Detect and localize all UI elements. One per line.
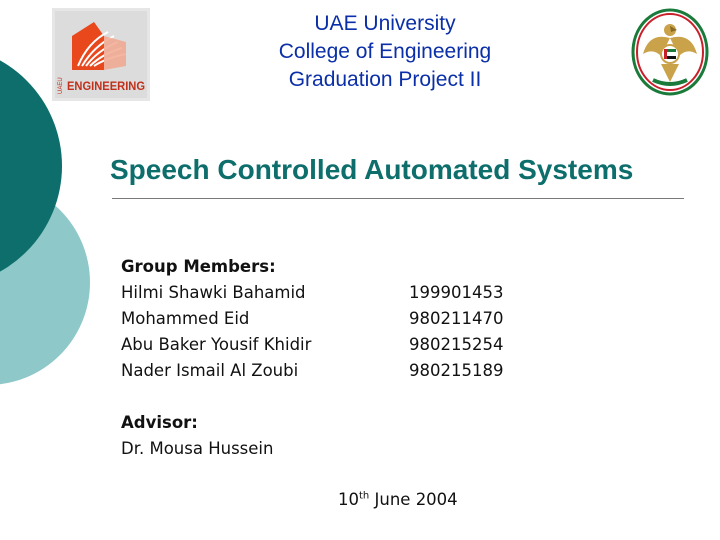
college-name: College of Engineering [278,40,492,63]
member-row [121,358,561,384]
slide-title: Speech Controlled Automated Systems [110,154,634,185]
university-name: UAE University [314,12,456,35]
member-id: 980211470 [409,309,504,328]
member-row [121,332,561,358]
presentation-date [338,487,458,513]
uae-falcon-crest-icon [631,8,709,96]
logo-wordmark: ENGINEERING [67,81,146,93]
logo-side-text: UAEU [58,77,64,94]
member-name: Nader Ismail Al Zoubi [121,361,299,380]
uaeu-engineering-logo-icon [52,8,150,101]
member-name: Abu Baker Yousif Khidir [121,335,312,354]
date-suffix: th [359,490,370,502]
member-id: 980215254 [409,335,504,354]
member-row [121,306,561,332]
advisor-heading: Advisor: [121,413,198,432]
member-id: 199901453 [409,283,504,302]
project-name: Graduation Project II [288,68,482,91]
member-name: Hilmi Shawki Bahamid [121,283,306,302]
spacer [121,384,561,410]
slide-header [220,10,550,94]
member-name: Mohammed Eid [121,309,250,328]
date-month-year: June 2004 [369,490,458,509]
group-members-heading: Group Members: [121,257,276,276]
member-id: 980215189 [409,361,504,380]
slide-body [121,254,561,462]
member-row [121,280,561,306]
advisor-name: Dr. Mousa Hussein [121,439,274,458]
date-day: 10 [338,490,359,509]
title-divider [112,198,684,199]
